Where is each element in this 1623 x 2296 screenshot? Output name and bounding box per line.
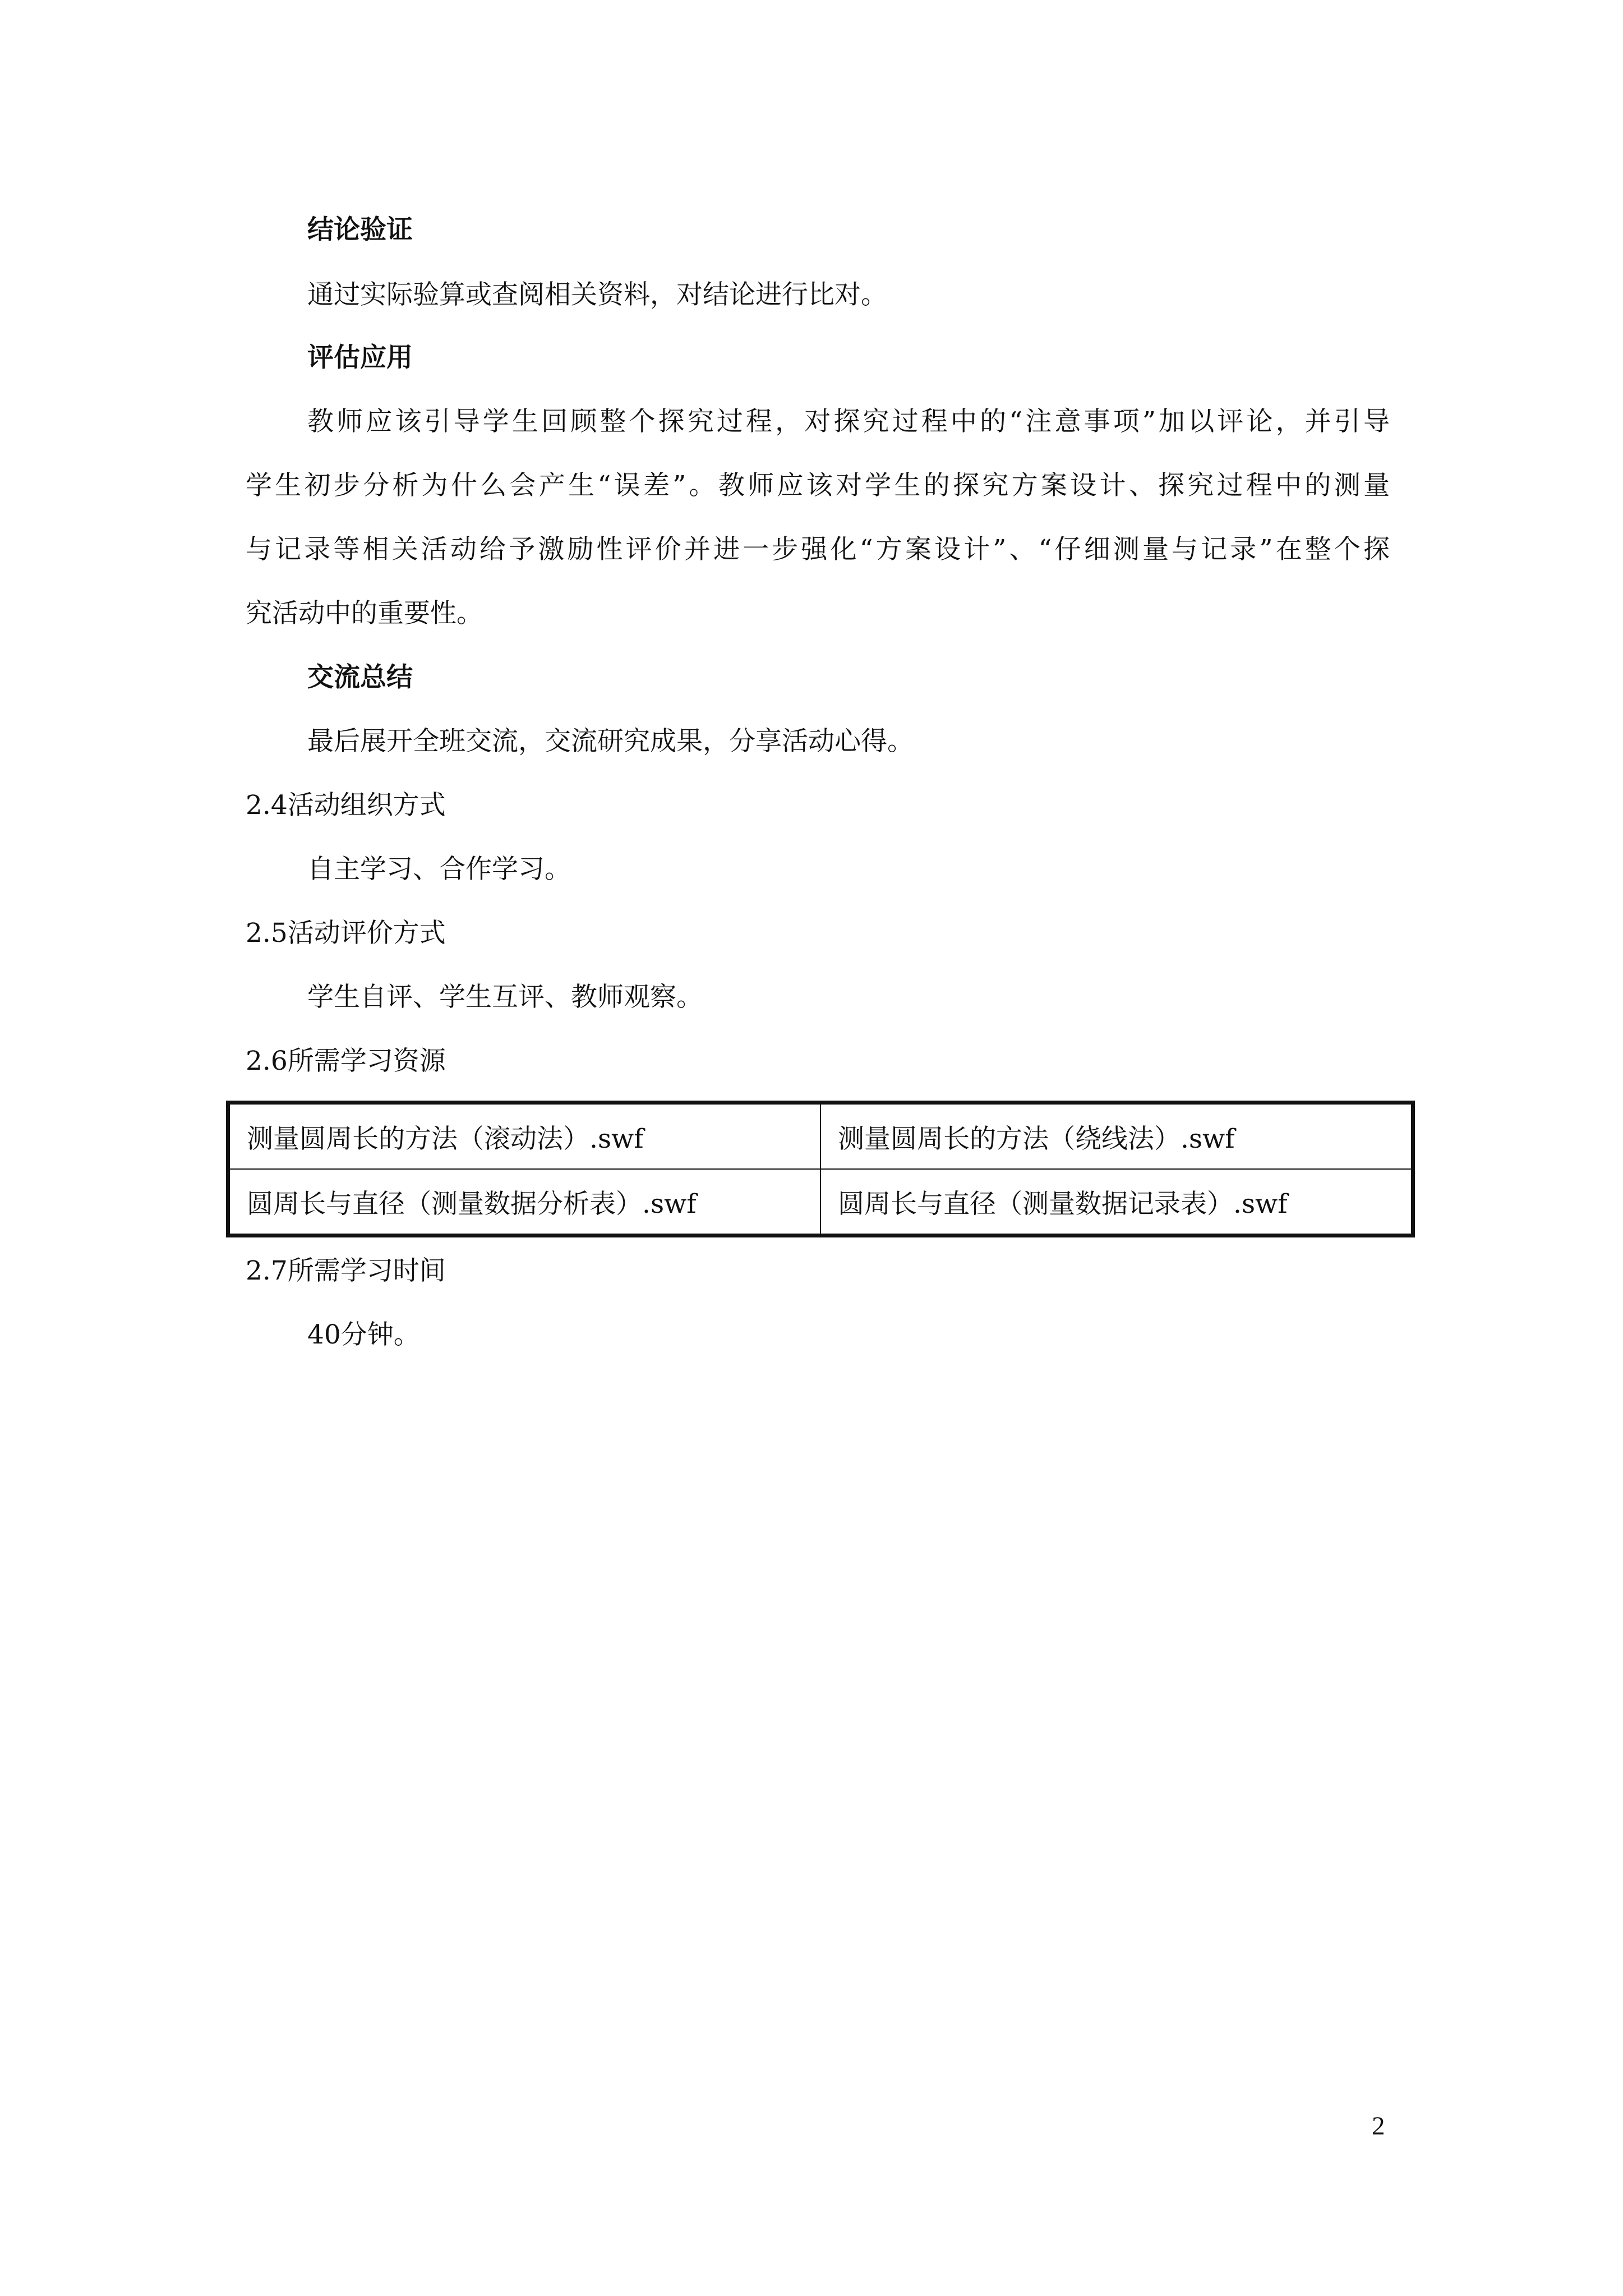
org-method-heading: 2.4活动组织方式: [246, 790, 446, 821]
org-method-text: 自主学习、合作学习。: [307, 854, 571, 885]
table-cell: 测量圆周长的方法（绕线法）.swf: [820, 1103, 1413, 1170]
conclusion-text: 通过实际验算或查阅相关资料，对结论进行比对。: [307, 279, 887, 310]
eval-method-heading: 2.5活动评价方式: [246, 918, 446, 949]
table-cell: 圆周长与直径（测量数据记录表）.swf: [820, 1169, 1413, 1236]
table-row: [228, 1169, 1413, 1236]
table-row: [228, 1103, 1413, 1170]
time-text: 40分钟。: [307, 1319, 420, 1350]
evaluation-paragraph-line-3: 与记录等相关活动给予激励性评价并进一步强化“方案设计”、“仔细测量与记录”在整个探: [246, 534, 1390, 565]
evaluation-heading: 评估应用: [307, 342, 413, 373]
eval-method-text: 学生自评、学生互评、教师观察。: [307, 982, 703, 1013]
page-number: 2: [1372, 2111, 1385, 2141]
evaluation-paragraph-line-1: 教师应该引导学生回顾整个探究过程，对探究过程中的“注意事项”加以评论，并引导: [307, 406, 1390, 437]
summary-heading: 交流总结: [307, 662, 413, 693]
resources-heading: 2.6所需学习资源: [246, 1046, 446, 1076]
summary-text: 最后展开全班交流，交流研究成果，分享活动心得。: [307, 726, 914, 757]
table-cell: 测量圆周长的方法（滚动法）.swf: [228, 1103, 821, 1170]
evaluation-paragraph-line-4: 究活动中的重要性。: [246, 598, 483, 629]
time-heading: 2.7所需学习时间: [246, 1255, 446, 1286]
conclusion-heading: 结论验证: [307, 214, 413, 245]
evaluation-paragraph-line-2: 学生初步分析为什么会产生“误差”。教师应该对学生的探究方案设计、探究过程中的测量: [246, 470, 1390, 501]
table-cell: 圆周长与直径（测量数据分析表）.swf: [228, 1169, 821, 1236]
resources-table: [226, 1101, 1415, 1237]
